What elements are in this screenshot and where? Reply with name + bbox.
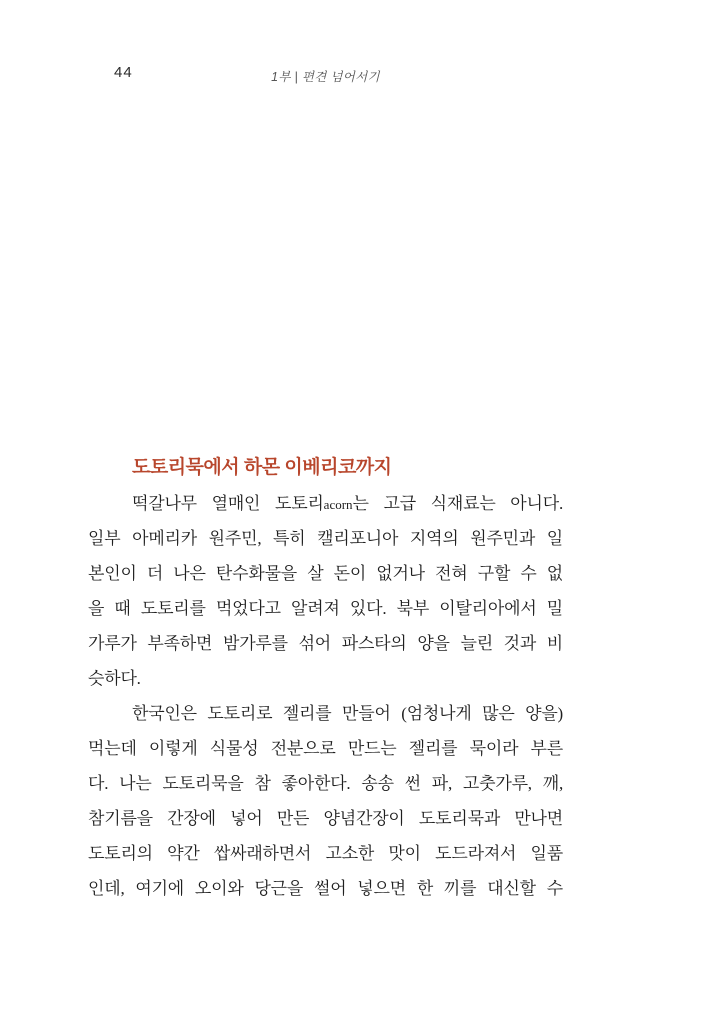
body-line-segment: 본인이 더 나은 탄수화물을 살 돈이 없거나 전혀 구할 수 없 xyxy=(88,564,563,583)
body-line-segment: 떡갈나무 열매인 도토리 xyxy=(132,494,324,513)
page-number: 44 xyxy=(114,64,133,81)
body-line xyxy=(88,521,563,556)
body-line xyxy=(88,696,563,731)
body-line xyxy=(88,661,563,696)
body-line-segment: 는 고급 식재료는 아니다. xyxy=(352,494,563,513)
body-line xyxy=(88,486,563,521)
body-text xyxy=(88,486,563,906)
body-line-segment: 도토리의 약간 쌉싸래하면서 고소한 맛이 도드라져서 일품 xyxy=(88,844,563,863)
body-line-segment: 먹는데 이렇게 식물성 전분으로 만드는 젤리를 묵이라 부른 xyxy=(88,739,563,758)
latin-inline-term: acorn xyxy=(323,497,353,512)
body-line-segment: 한국인은 도토리로 젤리를 만들어 (엄청나게 많은 양을) xyxy=(132,704,563,723)
body-line xyxy=(88,801,563,836)
section-heading: 도토리묵에서 하몬 이베리코까지 xyxy=(132,457,392,478)
body-line-segment: 슷하다. xyxy=(88,669,141,688)
body-line xyxy=(88,871,563,906)
body-line xyxy=(88,556,563,591)
body-line-segment: 일부 아메리카 원주민, 특히 캘리포니아 지역의 원주민과 일 xyxy=(88,529,563,548)
body-line xyxy=(88,836,563,871)
body-line-segment: 참기름을 간장에 넣어 만든 양념간장이 도토리묵과 만나면 xyxy=(88,809,563,828)
body-line-segment: 다. 나는 도토리묵을 참 좋아한다. 송송 썬 파, 고춧가루, 깨, xyxy=(88,774,563,793)
body-line-segment: 을 때 도토리를 먹었다고 알려져 있다. 북부 이탈리아에서 밀 xyxy=(88,599,563,618)
body-line xyxy=(88,626,563,661)
body-line xyxy=(88,731,563,766)
body-line xyxy=(88,766,563,801)
running-head: 1부 | 편견 넘어서기 xyxy=(271,70,380,84)
body-line-segment: 인데, 여기에 오이와 당근을 썰어 넣으면 한 끼를 대신할 수 xyxy=(88,879,563,898)
body-line-segment: 가루가 부족하면 밤가루를 섞어 파스타의 양을 늘린 것과 비 xyxy=(88,634,563,653)
body-line xyxy=(88,591,563,626)
